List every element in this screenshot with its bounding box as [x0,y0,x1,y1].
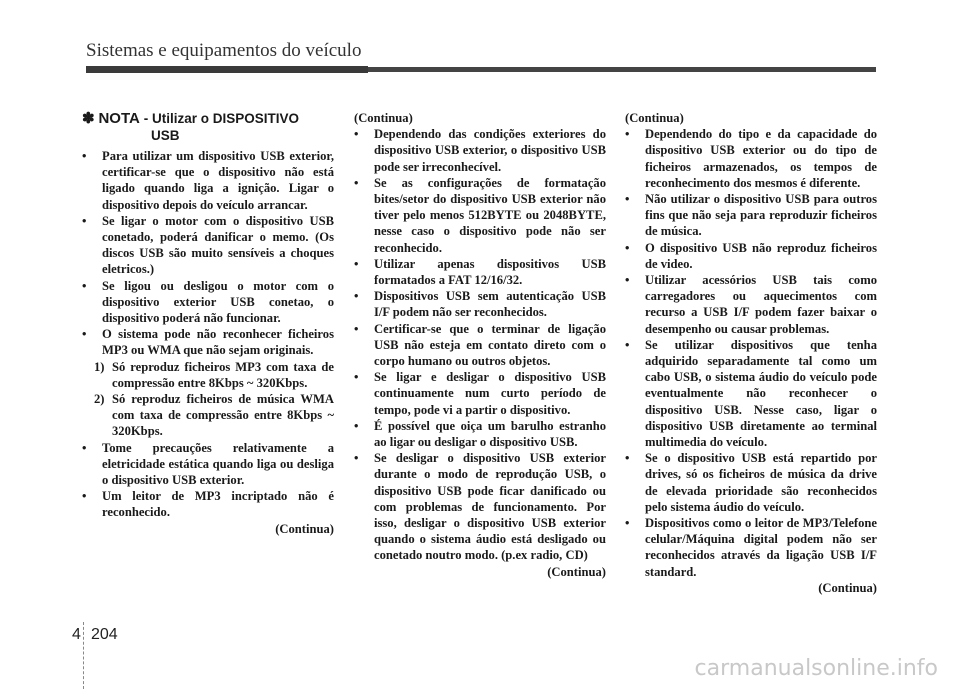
list-item [625,191,877,240]
bullet-icon: • [82,327,87,342]
bullet-icon: • [354,370,359,385]
bullet-icon: • [354,451,359,466]
header-rule-accent [86,66,368,73]
column-2 [354,110,606,580]
list-item [625,337,877,450]
col3-continued: (Continua) [818,580,877,595]
item-text: Não utilizar o dispositivo USB para outros fins que não seja para reproduzir ficheiros de música. [645,192,877,239]
item-number: 1) [94,359,105,374]
item-text: Se ligar e desligar o dispositivo USB continuamente num curto período de tempo, pode vi a partir o dispositivo. [374,370,606,417]
list-item [82,213,334,278]
bullet-icon: • [625,337,630,352]
bullet-icon: • [354,289,359,304]
note-heading [82,110,334,144]
bullet-icon: • [354,256,359,271]
item-text: O sistema pode não reconhecer ficheiros MP3 ou WMA que não sejam originais. [102,327,334,358]
item-text: Se desligar o dispositivo USB exterior durante o modo de reprodução USB, o dispositivo USB pode ficar danificado ou com problemas de funcionamento. Por isso, desligar o dispositivo USB exterior quando o sistema áudio está desligado ou conetado noutro modo. (p.ex radio, CD) [374,451,606,563]
column-3 [625,110,877,596]
list-item [82,326,334,358]
item-text: Dispositivos USB sem autenticação USB I/F podem não ser reconhecidos. [374,289,606,320]
item-text: Só reproduz ficheiros MP3 com taxa de compressão entre 8Kbps ~ 320Kbps. [112,359,334,390]
item-text: Se o dispositivo USB está repartido por drives, só os ficheiros de música da drive de elevada prioridade são reconhecidos pelo sistema áudio do veículo. [645,451,877,514]
bullet-icon: • [354,175,359,190]
list-item [354,288,606,320]
list-item [354,418,606,450]
item-text: Se ligar o motor com o dispositivo USB conetado, poderá danificar o memo. (Os discos USB são muito sensíveis a choques eletricos.) [102,213,334,277]
item-text: Tome precauções relativamente a eletricidade estática quando liga ou desliga o dispositivo USB exterior. [102,440,334,488]
list-item [625,515,877,580]
item-text: Só reproduz ficheiros de música WMA com taxa de compressão entre 8Kbps ~ 320Kbps. [112,392,334,439]
col2-continued-top: (Continua) [354,111,413,125]
bullet-icon: • [625,240,630,255]
note-star-icon: ✽ [82,110,95,127]
bullet-icon: • [354,418,359,433]
bullet-icon: • [625,516,630,531]
list-item [82,148,334,213]
watermark: carmanualsonline.info [694,656,938,681]
item-text: Um leitor de MP3 incriptado não é reconhecido. [102,489,334,520]
list-item [354,369,606,418]
bullet-icon: • [82,489,87,504]
item-text: Dependendo das condições exteriores do dispositivo USB exterior, o dispositivo USB pode ser irreconhecível. [374,127,606,174]
item-text: Se as configurações de formatação bites/setor do dispositivo USB exterior não tiver pelo menos 512BYTE ou 2048BYTE, nesse caso o dispositivo pode não ser reconhecido. [374,175,606,255]
list-item [82,488,334,520]
bullet-icon: • [82,149,87,163]
sub-list-item [82,391,334,440]
col2-list [354,126,606,563]
col3-continued-top: (Continua) [625,111,684,125]
page-header-title: Sistemas e equipamentos do veículo [86,40,362,61]
item-text: Se ligou ou desligou o motor com o dispositivo exterior USB conetao, o dispositivo poderá não funcionar. [102,278,334,326]
note-label: NOTA [98,110,140,127]
item-text: Certificar-se que o terminar de ligação USB não esteja em contato direto com o corpo humano ou outros objetos. [374,321,606,369]
list-item [625,240,877,272]
bullet-icon: • [625,127,630,142]
list-item [625,272,877,337]
item-text: Utilizar acessórios USB tais como carregadores ou aquecimentos com recurso a USB I/F podem fazer baixar o desempenho ou causar problemas. [645,273,877,336]
col1-sublist [82,359,334,440]
list-item [82,440,334,489]
bullet-icon: • [625,273,630,288]
item-text: É possível que oiça um barulho estranho ao ligar ou desligar o dispositivo USB. [374,418,606,450]
item-text: Dependendo do tipo e da capacidade do dispositivo USB exterior ou do tipo de ficheiros armazenados, os tempos de reconhecimento dos mesmos é diferente. [645,127,877,190]
bullet-icon: • [354,321,359,336]
bullet-icon: • [82,213,87,228]
item-text: Utilizar apenas dispositivos USB formatados a FAT 12/16/32. [374,256,606,288]
chapter-number: 4 [72,626,81,643]
list-item [354,450,606,563]
bullet-icon: • [354,127,359,142]
item-text: Se utilizar dispositivos que tenha adquirido separadamente tal como um cabo USB, o sistema áudio do veículo pode eventualmente não reconhecer o dispositivo USB. Nesse caso, ligar o dispositivo USB diretamente ao terminal multimedia do veículo. [645,337,877,450]
list-item [82,278,334,327]
column-1 [82,110,334,537]
col2-continued: (Continua) [547,564,606,579]
page-number-value: 204 [91,626,118,643]
item-text: Para utilizar um dispositivo USB exterior, certificar-se que o dispositivo não está ligado quando liga a ignição. Ligar o dispositivo depois do veículo arrancar. [102,149,334,212]
item-text: O dispositivo USB não reproduz ficheiros de video. [645,240,877,271]
list-item [354,256,606,288]
col1-list [82,148,334,359]
bullet-icon: • [625,192,630,207]
list-item [625,450,877,515]
footer-divider [83,622,84,689]
col3-list [625,126,877,580]
col1-continued: (Continua) [275,521,334,536]
bullet-icon: • [625,451,630,466]
note-title-line2: USB [151,128,180,143]
bullet-icon: • [82,278,87,293]
col1-list-after [82,440,334,521]
list-item [354,321,606,370]
list-item [625,126,877,191]
list-item [354,175,606,256]
list-item [354,126,606,175]
note-title-line1: - Utilizar o DISPOSITIVO [143,111,300,126]
sub-list-item [82,359,334,391]
bullet-icon: • [82,440,87,455]
item-text: Dispositivos como o leitor de MP3/Telefone celular/Máquina digital podem não ser reconhecidos através da ligação USB I/F standard. [645,516,877,579]
item-number: 2) [94,392,105,407]
